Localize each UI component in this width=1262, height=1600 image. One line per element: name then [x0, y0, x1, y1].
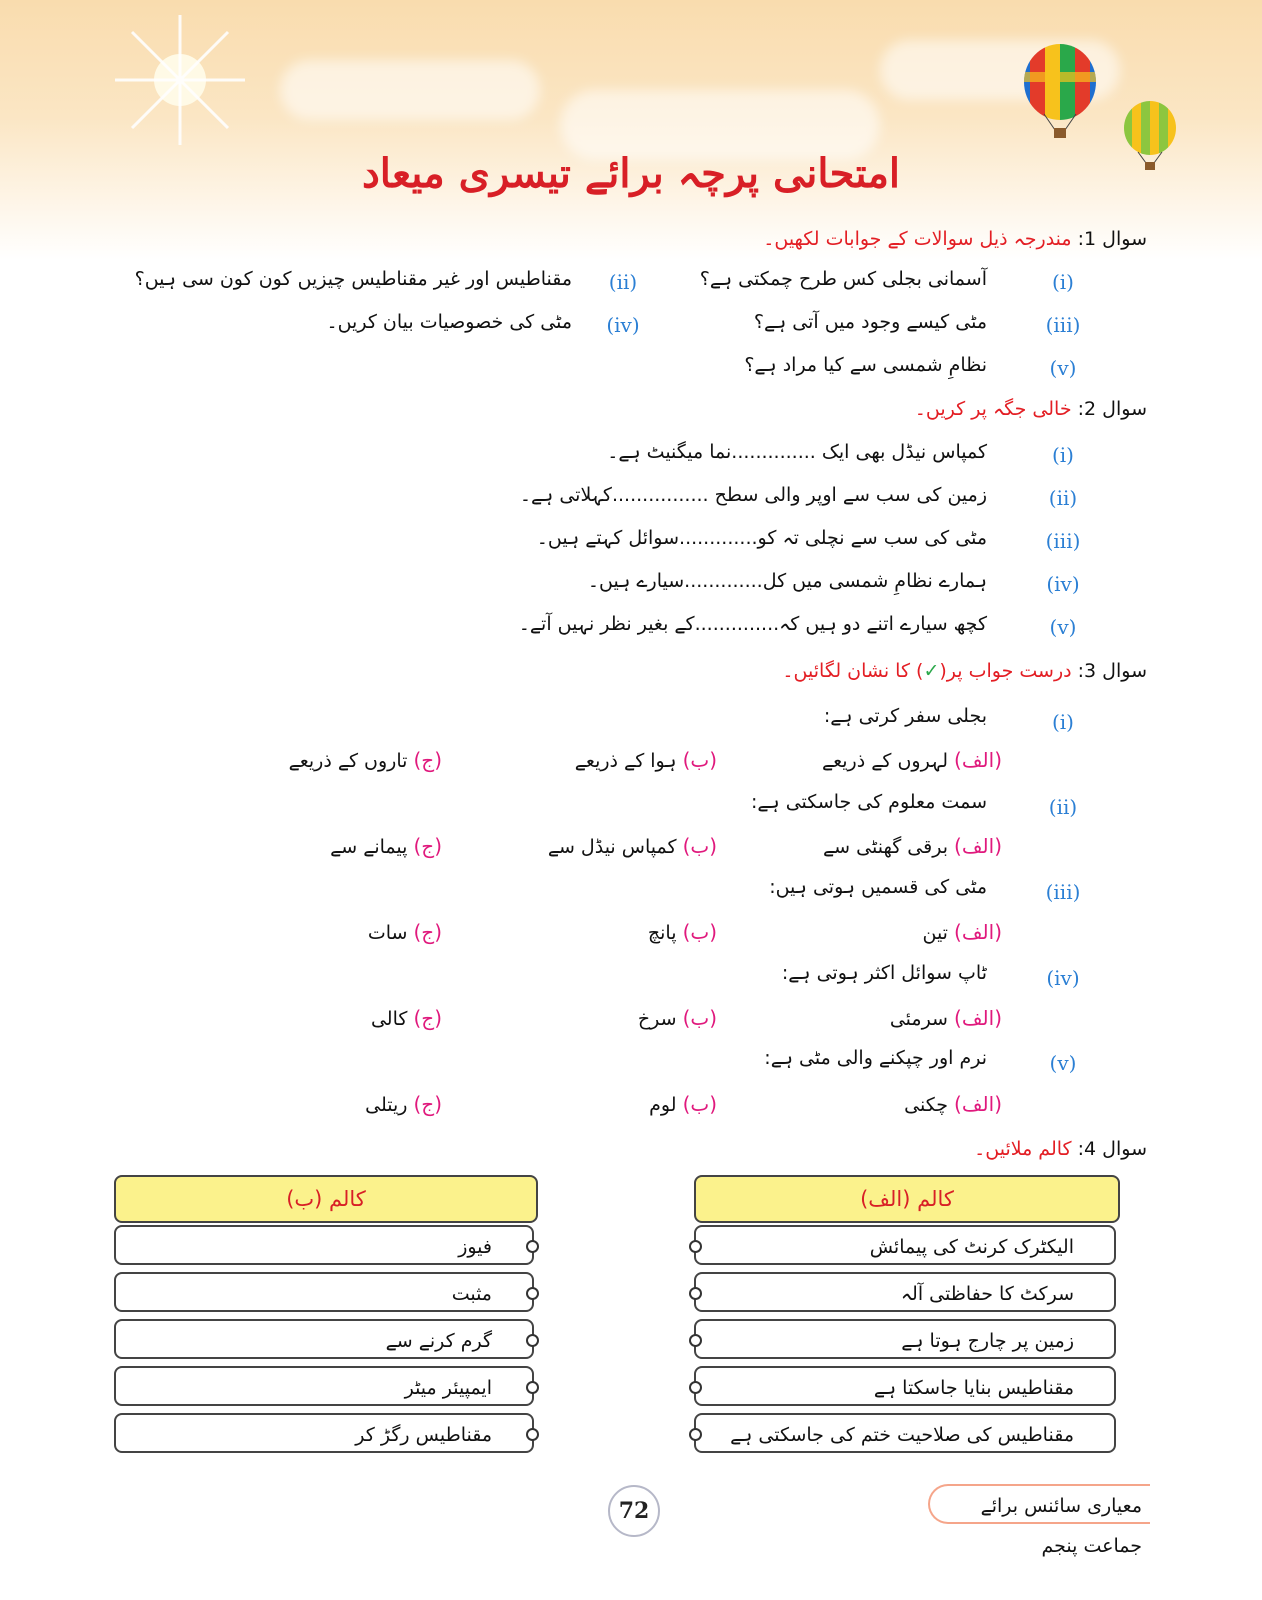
question-2-heading [915, 398, 1147, 420]
mcq-question: ٹاپ سوائل اکثر ہوتی ہے: [781, 962, 987, 984]
option-b[interactable]: (ب) ہوا کے ذریعے [574, 748, 717, 772]
connector-dot[interactable] [689, 1334, 702, 1347]
question-1-heading [763, 228, 1147, 250]
question-instruction: خالی جگہ پر کریں۔ [914, 398, 1072, 420]
column-b-item[interactable]: گرم کرنے سے [114, 1319, 534, 1359]
column-a-item[interactable]: مقناطیس بنایا جاسکتا ہے [694, 1366, 1116, 1406]
column-b-item[interactable]: ایمپیئر میٹر [114, 1366, 534, 1406]
option-a[interactable]: (الف) چکنی [904, 1092, 1002, 1116]
column-a-item[interactable]: زمین پر چارج ہوتا ہے [694, 1319, 1116, 1359]
page-title: امتحانی پرچہ برائے تیسری میعاد [361, 150, 901, 197]
item-number: (i) [1051, 443, 1074, 467]
question-text: مقناطیس اور غیر مقناطیس چیزیں کون کون سی ہیں؟ [134, 268, 572, 290]
question-instruction: درست جواب پر( [939, 660, 1072, 682]
hot-air-balloon-icon [1120, 100, 1180, 172]
question-text: مٹی کی خصوصیات بیان کریں۔ [326, 311, 572, 333]
mcq-question: نرم اور چپکنے والی مٹی ہے: [764, 1047, 987, 1069]
question-instruction: ) کا نشان لگائیں۔ [782, 660, 924, 682]
item-number: (iii) [1045, 313, 1081, 337]
option-b[interactable]: (ب) کمپاس نیڈل سے [547, 834, 717, 858]
option-c[interactable]: (ج) سات [367, 920, 442, 944]
item-number: (iv) [1046, 966, 1080, 990]
option-c[interactable]: (ج) تاروں کے ذریعے [288, 748, 442, 772]
question-instruction: کالم ملائیں۔ [974, 1138, 1072, 1160]
column-a-item[interactable]: سرکٹ کا حفاظتی آلہ [694, 1272, 1116, 1312]
connector-dot[interactable] [526, 1428, 539, 1441]
book-title-footer: معیاری سائنس برائے جماعت پنجم [928, 1484, 1150, 1524]
item-number: (i) [1051, 270, 1074, 294]
option-c[interactable]: (ج) ریتلی [365, 1092, 442, 1116]
item-number: (iv) [1046, 572, 1080, 596]
option-c[interactable]: (ج) پیمانے سے [330, 834, 442, 858]
connector-dot[interactable] [689, 1240, 702, 1253]
question-label: سوال 2: [1077, 398, 1147, 420]
item-number: (iv) [606, 313, 640, 337]
option-a[interactable]: (الف) برقی گھنٹی سے [823, 834, 1002, 858]
question-text: آسمانی بجلی کس طرح چمکتی ہے؟ [699, 268, 987, 290]
fill-blank-text: زمین کی سب سے اوپر والی سطح ................کہلاتی ہے۔ [519, 484, 987, 506]
item-number: (iii) [1045, 529, 1081, 553]
option-a[interactable]: (الف) تین [922, 920, 1002, 944]
item-number: (i) [1051, 710, 1074, 734]
question-text: مٹی کیسے وجود میں آتی ہے؟ [753, 311, 987, 333]
connector-dot[interactable] [526, 1240, 539, 1253]
option-b[interactable]: (ب) پانچ [647, 920, 717, 944]
question-3-heading [782, 660, 1147, 682]
mcq-question: مٹی کی قسمیں ہوتی ہیں: [769, 876, 987, 898]
option-a[interactable]: (الف) سرمئی [889, 1006, 1002, 1030]
cloud-decoration [280, 60, 540, 120]
question-label: سوال 1: [1077, 228, 1147, 250]
item-number: (v) [1049, 615, 1077, 639]
option-b[interactable]: (ب) لوم [649, 1092, 717, 1116]
item-number: (ii) [608, 270, 638, 294]
fill-blank-text: کمپاس نیڈل بھی ایک ..............نما میگنیٹ ہے۔ [607, 441, 987, 463]
item-number: (v) [1049, 1051, 1077, 1075]
connector-dot[interactable] [526, 1334, 539, 1347]
hot-air-balloon-icon [1010, 42, 1110, 142]
column-b-item[interactable]: مقناطیس رگڑ کر [114, 1413, 534, 1453]
fill-blank-text: کچھ سیارے اتنے دو ہیں کہ..............کے بغیر نظر نہیں آتے۔ [518, 613, 987, 635]
column-a-header: کالم (الف) [694, 1175, 1120, 1223]
checkmark-icon: ✓ [923, 660, 940, 682]
question-text: نظامِ شمسی سے کیا مراد ہے؟ [744, 354, 987, 376]
sun-icon [110, 10, 250, 150]
question-4-heading [974, 1138, 1147, 1160]
item-number: (v) [1049, 356, 1077, 380]
connector-dot[interactable] [689, 1428, 702, 1441]
item-number: (iii) [1045, 880, 1081, 904]
connector-dot[interactable] [689, 1381, 702, 1394]
mcq-question: سمت معلوم کی جاسکتی ہے: [751, 791, 987, 813]
connector-dot[interactable] [526, 1287, 539, 1300]
column-a-item[interactable]: الیکٹرک کرنٹ کی پیمائش [694, 1225, 1116, 1265]
page-number: 72 [608, 1485, 660, 1537]
option-b[interactable]: (ب) سرخ [637, 1006, 717, 1030]
fill-blank-text: ہمارے نظامِ شمسی میں کل.............سیارے ہیں۔ [587, 570, 987, 592]
connector-dot[interactable] [526, 1381, 539, 1394]
item-number: (ii) [1048, 795, 1078, 819]
fill-blank-text: مٹی کی سب سے نچلی تہ کو.............سوائل کہتے ہیں۔ [536, 527, 987, 549]
item-number: (ii) [1048, 486, 1078, 510]
question-instruction: مندرجہ ذیل سوالات کے جوابات لکھیں۔ [763, 228, 1072, 250]
question-label: سوال 3: [1077, 660, 1147, 682]
mcq-question: بجلی سفر کرتی ہے: [823, 705, 987, 727]
column-b-item[interactable]: فیوز [114, 1225, 534, 1265]
connector-dot[interactable] [689, 1287, 702, 1300]
column-b-item[interactable]: مثبت [114, 1272, 534, 1312]
question-label: سوال 4: [1077, 1138, 1147, 1160]
option-c[interactable]: (ج) کالی [370, 1006, 442, 1030]
column-a-item[interactable]: مقناطیس کی صلاحیت ختم کی جاسکتی ہے [694, 1413, 1116, 1453]
option-a[interactable]: (الف) لہروں کے ذریعے [821, 748, 1002, 772]
column-b-header: کالم (ب) [114, 1175, 538, 1223]
